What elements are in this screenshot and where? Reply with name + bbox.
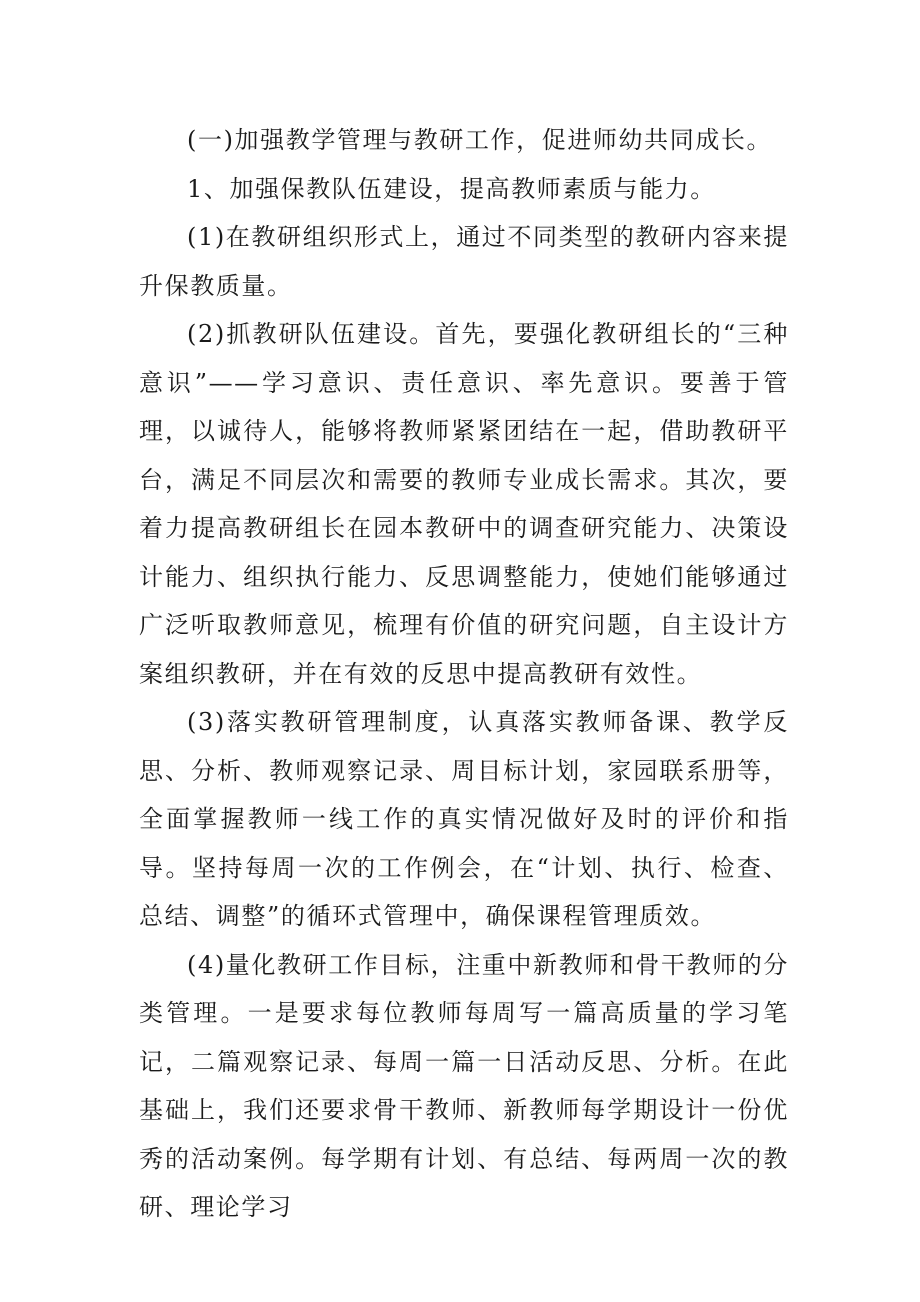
paragraph-1: (1)在教研组织形式上，通过不同类型的教研内容来提升保教质量。 <box>139 223 789 300</box>
paragraph-2: (2)抓教研队伍建设。首先，要强化教研组长的“三种意识”——学习意识、责任意识、率先意识。要善于管理，以诚待人，能够将教师紧紧团结在一起，借助教研平台，满足不同层次和需要的教师专业成长需求。其次，要着力提高教研组长在园本教研中的调查研究能力、决策设计能力、组织执行能力、反思调整能力，使她们能够通过广泛听取教师意见，梳理有价值的研究问题，自主设计方案组织教研，并在有效的反思中提高教研有效性。 <box>139 320 789 688</box>
paragraph-4: (4)量化教研工作目标，注重中新教师和骨干教师的分类管理。一是要求每位教师每周写一篇高质量的学习笔记，二篇观察记录、每周一篇一日活动反思、分析。在此基础上，我们还要求骨干教师、新教师每学期设计一份优秀的活动案例。每学期有计划、有总结、每两周一次的教研、理论学习 <box>139 950 789 1221</box>
section-heading: (一)加强教学管理与教研工作，促进师幼共同成长。 <box>187 126 773 154</box>
subsection-heading: 1、加强保教队伍建设，提高教师素质与能力。 <box>187 174 716 203</box>
paragraph-3: (3)落实教研管理制度，认真落实教师备课、教学反思、分析、教师观察记录、周目标计划，家园联系册等，全面掌握教师一线工作的真实情况做好及时的评价和指导。坚持每周一次的工作例会，在“计划、执行、检查、总结、调整”的循环式管理中，确保课程管理质效。 <box>139 708 789 930</box>
document-body <box>139 116 789 1232</box>
